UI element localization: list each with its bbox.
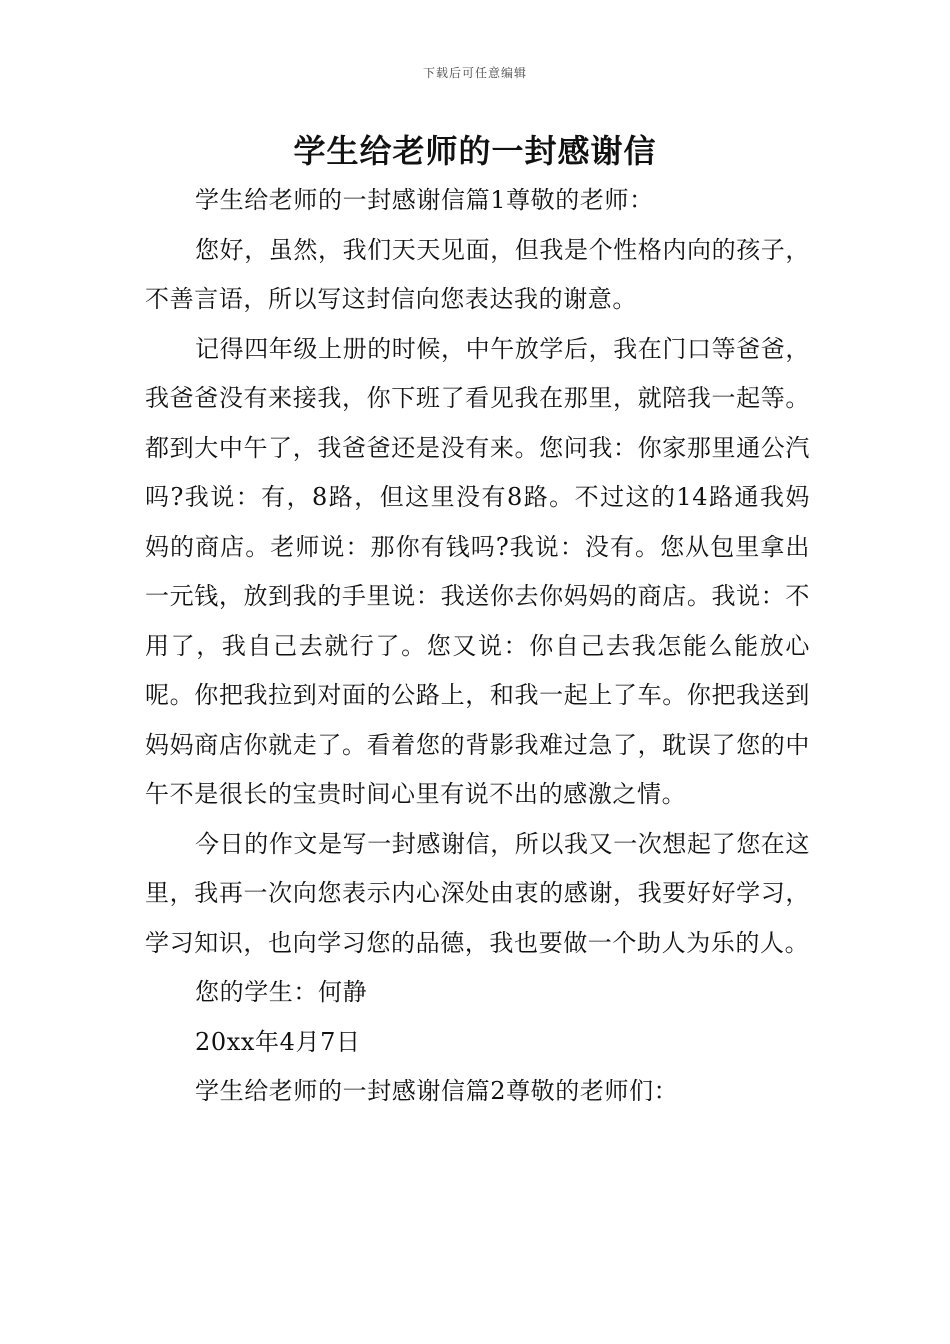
paragraph-greeting: 您好，虽然，我们天天见面，但我是个性格内向的孩子，不善言语，所以写这封信向您表达我的谢意。 <box>145 235 810 313</box>
letter-body <box>145 176 810 1117</box>
paragraph-closing: 今日的作文是写一封感谢信，所以我又一次想起了您在这里，我再一次向您表示内心深处由衷的感谢，我要好好学习，学习知识，也向学习您的品德，我也要做一个助人为乐的人。 <box>145 829 810 957</box>
section-heading-1: 学生给老师的一封感谢信篇1尊敬的老师： <box>195 186 654 214</box>
header-note: 下载后可任意编辑 <box>422 66 527 80</box>
document-title: 学生给老师的一封感谢信 <box>293 132 657 170</box>
signature: 您的学生：何静 <box>195 978 368 1006</box>
paragraph-story: 记得四年级上册的时候，中午放学后，我在门口等爸爸，我爸爸没有来接我，你下班了看见我在那里，就陪我一起等。都到大中午了，我爸爸还是没有来。您问我：你家那里通公汽吗?我说：有，8路，但这里没有8路。不过这的14路通我妈妈的商店。老师说：那你有钱吗?我说：没有。您从包里拿出一元钱，放到我的手里说：我送你去你妈妈的商店。我说：不用了，我自己去就行了。您又说：你自己去我怎能么能放心呢。你把我拉到对面的公路上，和我一起上了车。你把我送到妈妈商店你就走了。看着您的背影我难过急了，耽误了您的中午不是很长的宝贵时间心里有说不出的感激之情。 <box>145 334 810 808</box>
section-heading-2: 学生给老师的一封感谢信篇2尊敬的老师们： <box>195 1077 679 1105</box>
letter-date: 20xx年4月7日 <box>195 1027 361 1056</box>
